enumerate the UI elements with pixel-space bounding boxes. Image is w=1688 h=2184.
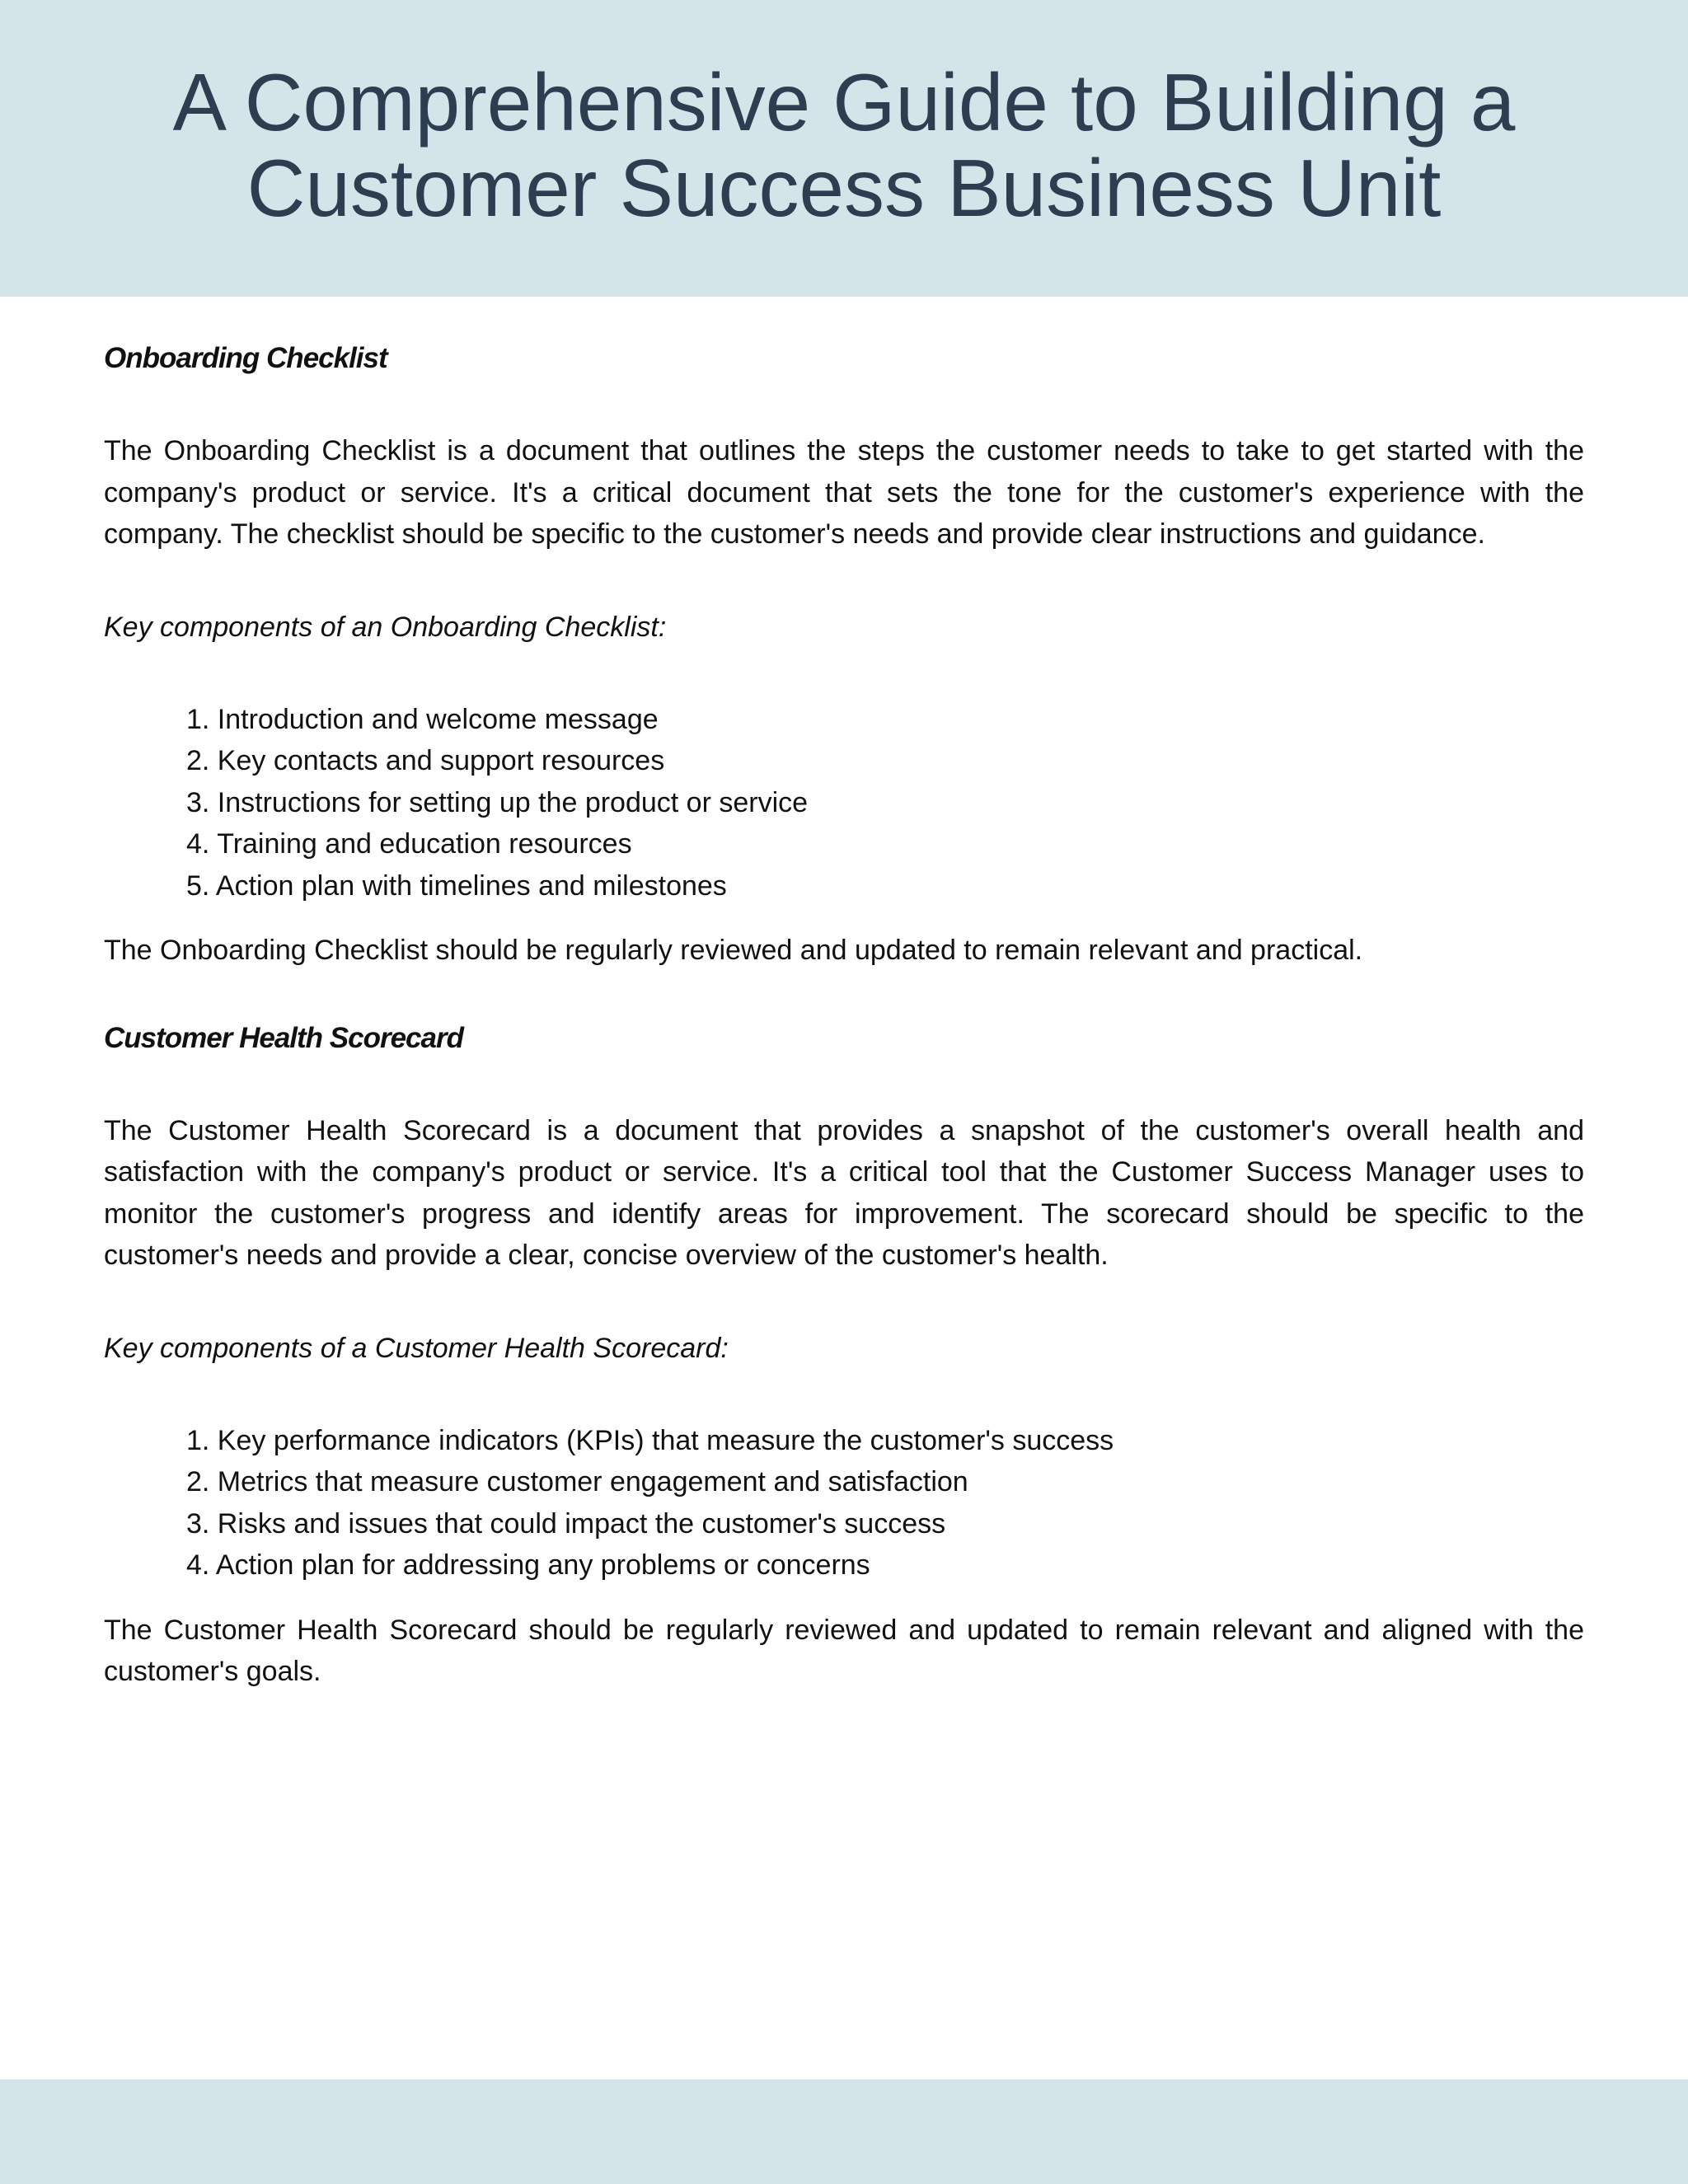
components-label: Key components of a Customer Health Scorecard:: [104, 1332, 729, 1364]
intro-line: The Onboarding Checklist is a document that outlines the steps the customer needs to take to get started with the: [104, 435, 1584, 466]
section-customer-health-scorecard: [104, 1018, 1584, 1693]
section-intro-paragraph: [104, 1110, 1584, 1277]
components-label: Key components of an Onboarding Checklist:: [104, 611, 667, 643]
list-item: 1. Key performance indicators (KPIs) that measure the customer's success: [186, 1424, 1114, 1456]
intro-line: The Customer Health Scorecard is a document that provides a snapshot of the customer's overall health and: [104, 1114, 1584, 1146]
components-list: [104, 1420, 1584, 1586]
list-item: 5. Action plan with timelines and milestones: [186, 869, 727, 902]
intro-line: monitor the customer's progress and identify areas for improvement. The scorecard should be specific to the: [104, 1197, 1584, 1230]
document-title-line-2: Customer Success Business Unit: [246, 143, 1442, 233]
list-item: 2. Metrics that measure customer engagement and satisfaction: [186, 1466, 968, 1497]
list-item: 3. Instructions for setting up the product or service: [186, 786, 809, 818]
section-heading: Onboarding Checklist: [104, 342, 387, 374]
intro-line: satisfaction with the company's product or service. It's a critical tool that the Customer Success Manager uses to: [104, 1156, 1584, 1188]
components-list: [104, 699, 1584, 907]
document-title: [0, 59, 1688, 231]
document-body: [104, 338, 1584, 1693]
list-item: 2. Key contacts and support resources: [186, 745, 665, 776]
list-item: 3. Risks and issues that could impact the customer's success: [186, 1507, 946, 1540]
intro-line: company's product or service. It's a critical document that sets the tone for the customer's experience with the: [104, 476, 1584, 509]
intro-line: company. The checklist should be specific to the customer's needs and provide clear instructions and guidance.: [104, 518, 1485, 550]
document-title-line-1: A Comprehensive Guide to Building a: [172, 57, 1516, 148]
section-intro-paragraph: [104, 430, 1584, 555]
section-onboarding-checklist: [104, 338, 1584, 972]
closing-paragraph: The Onboarding Checklist should be regularly reviewed and updated to remain relevant and practical.: [104, 935, 1363, 966]
intro-line: customer's needs and provide a clear, concise overview of the customer's health.: [104, 1240, 1109, 1271]
section-heading: Customer Health Scorecard: [104, 1021, 463, 1054]
list-item: 1. Introduction and welcome message: [186, 703, 659, 735]
closing-paragraph: The Customer Health Scorecard should be regularly reviewed and updated to remain relevant and aligned with the customer's goals.: [104, 1614, 1584, 1687]
list-item: 4. Action plan for addressing any problems or concerns: [186, 1549, 870, 1581]
list-item: 4. Training and education resources: [186, 828, 632, 860]
footer-band: [0, 2079, 1688, 2184]
